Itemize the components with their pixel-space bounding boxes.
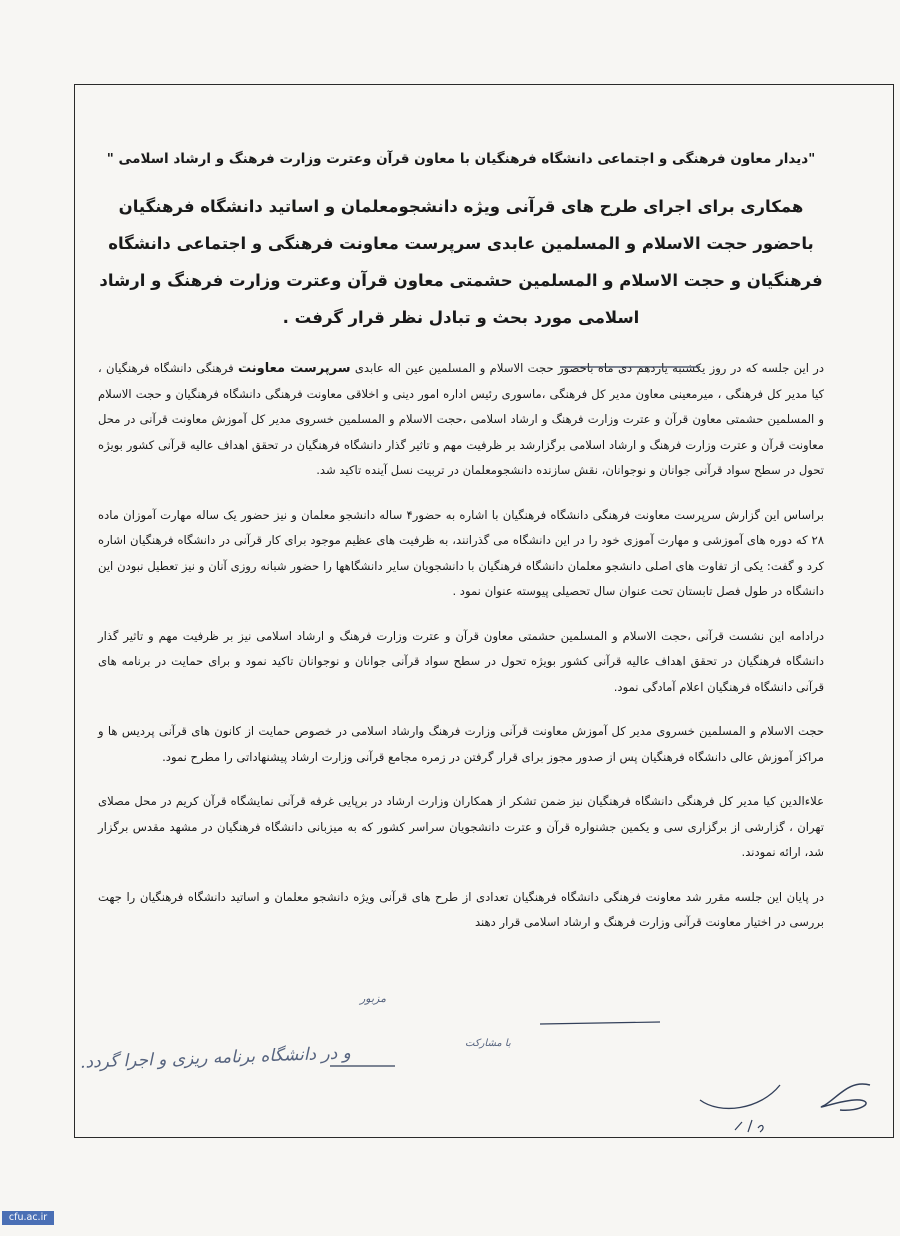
- paragraph-6: در پایان این جلسه مقرر شد معاونت فرهنگی دانشگاه فرهنگیان تعدادی از طرح های قرآنی ویژه دانشجو معلمان و اساتید دانشگاه فرهنگیان را جهت بررسی در اختیار معاونت قرآنی وزارت فرهنگ و ارشاد اسلامی قرار دهند: [98, 889, 824, 929]
- paragraph-4: حجت الاسلام و المسلمین خسروی مدیر کل آموزش معاونت قرآنی وزارت فرهنگ وارشاد اسلامی در خصوص حمایت از کانون های قرآنی پردیس ها و مراکز آموزش عالی دانشگاه فرهنگیان پس از صدور مجوز برای قرار گرفتن در زمره مجامع قرآنی وزارت ارشاد پیشنهاداتی را مطرح نمود.: [98, 724, 824, 764]
- document-title: "دیدار معاون فرهنگی و اجتماعی دانشگاه فرهنگیان با معاون قرآن وعترت وزارت فرهنگ و ارشاد اسلامی ": [106, 151, 816, 167]
- paragraph-3: درادامه این نشست قرآنی ،حجت الاسلام و المسلمین حشمتی معاون قرآن و عترت وزارت فرهنگ و ارشاد اسلامی نیز بر ظرفیت مهم و تاثیر گذار دانشگاه فرهنگیان در تحقق اهداف عالیه قرآنی کشور بویژه تحول در سطح سواد قرآنی جوانان و نوجوانان تاکید نمود و برای حمایت در برنامه های قرآنی دانشگاه فرهنگیان اعلام آمادگی نمود.: [98, 628, 824, 694]
- document-body: [98, 150, 824, 955]
- handwritten-insert-2: با مشارکت: [465, 1038, 511, 1049]
- paragraph-1-bold: سرپرست معاونت: [238, 361, 351, 376]
- paragraph-1-text-a: در این جلسه که در روز یکشنبه یازدهم دی ماه باحضور حجت الاسلام و المسلمین عین اله عابدی: [350, 361, 825, 375]
- paragraph-5: علاءالدین کیا مدیر کل فرهنگی دانشگاه فرهنگیان نیز ضمن تشکر از همکاران وزارت ارشاد در برپایی غرفه قرآنی نمایشگاه قرآن کریم در محل مصلای تهران ، گزارشی از برگزاری سی و یکمین جشنواره قرآن و عترت دانشجویان سراسر کشور که به میزبانی دانشگاه فرهنگیان در مشهد مقدس برگزار شد، ارائه نمودند.: [98, 794, 824, 859]
- paragraph-1: [98, 356, 824, 484]
- handwritten-note: و در دانشگاه برنامه ریزی و اجرا گردد.: [79, 1043, 352, 1073]
- handwritten-insert: مزبور: [360, 992, 387, 1005]
- paragraph-2: براساس این گزارش سرپرست معاونت فرهنگی دانشگاه فرهنگیان با اشاره به حضور۴ ساله دانشجو معلمان و نیز حضور یک ساله مهارت آموزان ماده ۲۸ که دوره های آموزشی و مهارت آموزی خود را در این دانشگاه می گذرانند، به ظرفیت های عظیم موجود برای کار قرآنی در دانشگاه فرهنگیان اشاره کرد و گفت: یکی از تفاوت های اصلی دانشجو معلمان دانشگاه فرهنگیان با دانشجویان سایر دانشگاهها را حضور شبانه روزی آنان و نیز تعطیل نبودن این دانشگاه در طول فصل تابستان تحت عنوان سال تحصیلی پیوسته عنوان نمود .: [98, 507, 824, 598]
- lead-paragraph: همکاری برای اجرای طرح های قرآنی ویژه دانشجومعلمان و اساتید دانشگاه فرهنگیان باحضور حجت الاسلام و المسلمین عابدی سرپرست معاونت فرهنگی و اجتماعی دانشگاه فرهنگیان و حجت الاسلام و المسلمین حشمتی معاون قرآن وعترت وزارت فرهنگ و ارشاد اسلامی مورد بحث و تبادل نظر قرار گرفت .: [99, 197, 823, 327]
- paragraph-1-text-b: فرهنگی دانشگاه فرهنگیان ، کیا مدیر کل فرهنگی ، میرمعینی معاون مدیر کل فرهنگی ،ماسوری رئیس اداره امور دینی و اخلاقی معاونت فرهنگی دانشگاه فرهنگیان و حجت الاسلام و المسلمین حشمتی معاون قرآن و عترت وزارت فرهنگ و ارشاد اسلامی ،حجت الاسلام و المسلمین خسروی مدیر کل آموزش معاونت قرآنی در محل معاونت قرآن و عترت وزارت فرهنگ و ارشاد اسلامی برگزارشد بر ظرفیت مهم و تاثیر گذار دانشگاه فرهنگیان در تحقق اهداف عالیه قرآنی کشور بویژه تحول در سطح سواد قرآنی جوانان و نوجوانان، نقش سازنده دانشجومعلمان در تربیت نسل آینده تاکید شد.: [98, 361, 824, 477]
- site-logo: cfu.ac.ir: [2, 1211, 54, 1225]
